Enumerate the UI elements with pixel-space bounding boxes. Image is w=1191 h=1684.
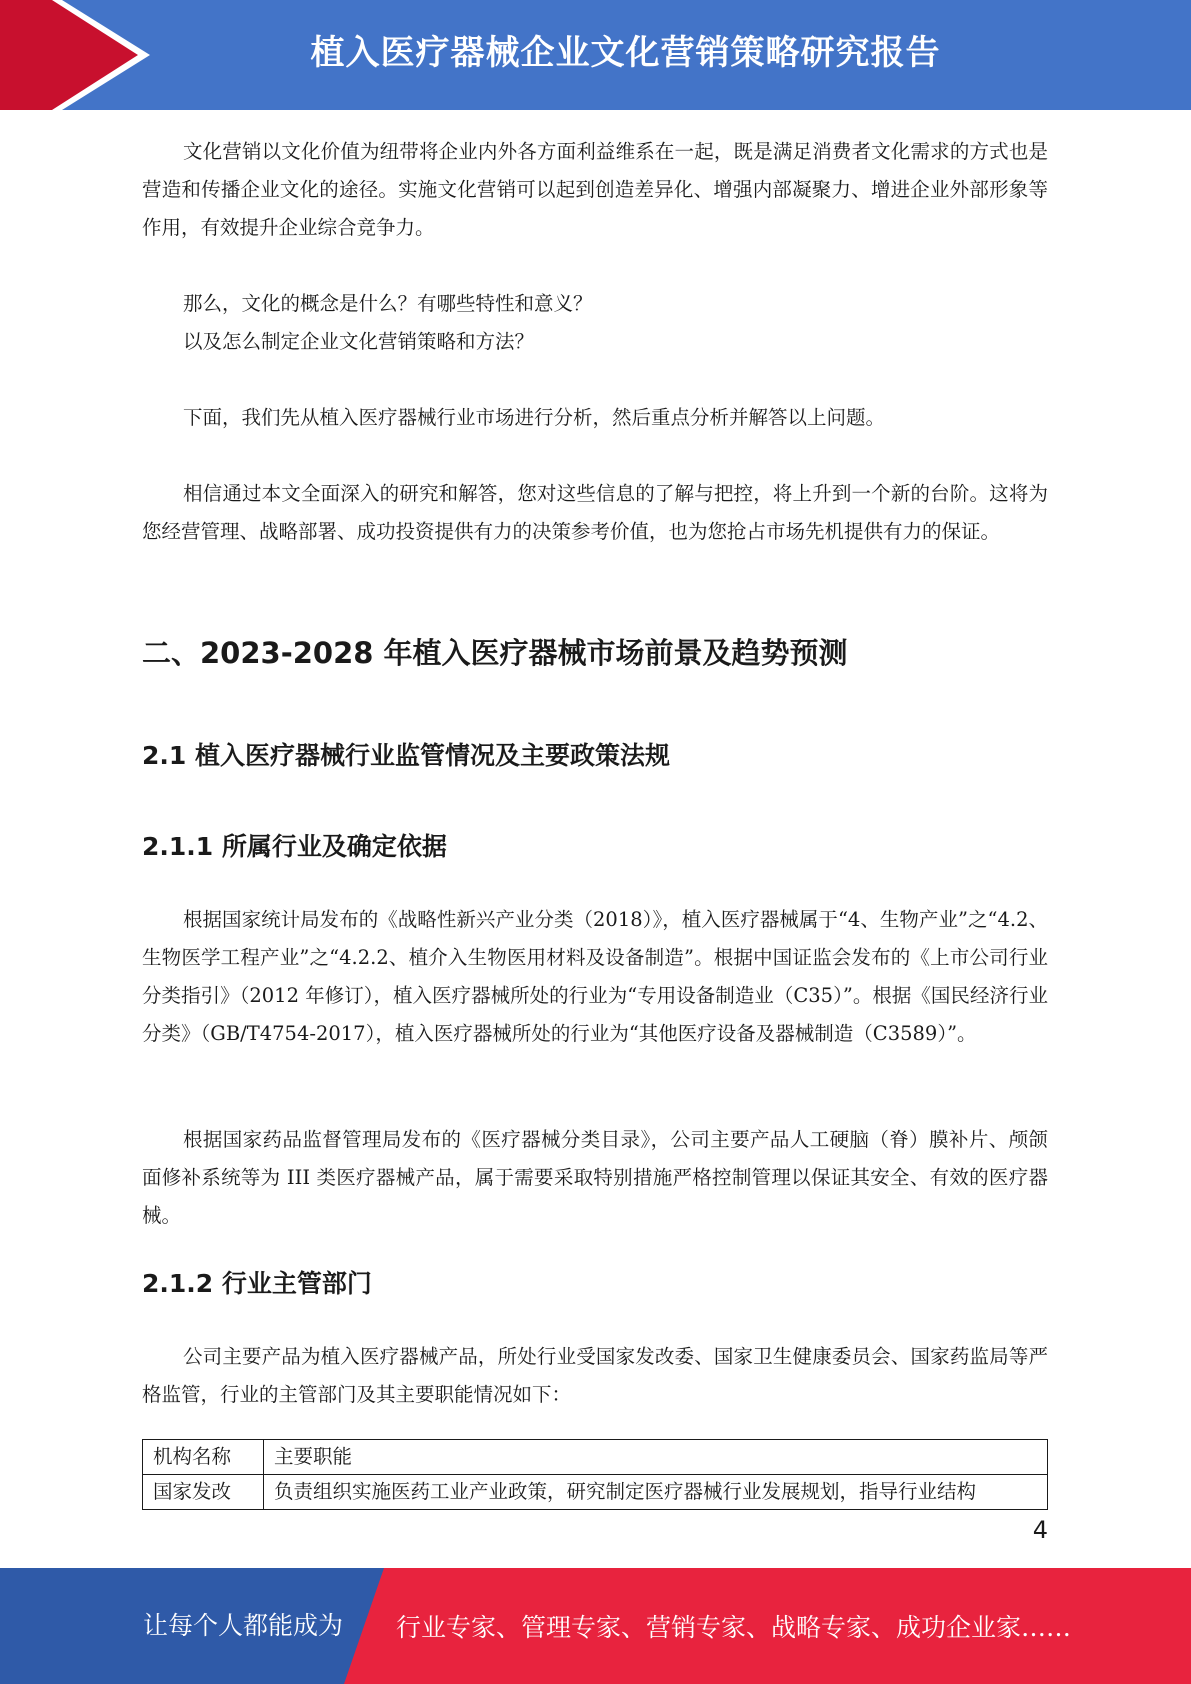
table-header-cell: 主要职能 <box>264 1440 1048 1475</box>
section-2-1-1-paragraph-1: 根据国家统计局发布的《战略性新兴产业分类（2018）》，植入医疗器械属于“4、生物产业”之“4.2、生物医学工程产业”之“4.2.2、植介入生物医用材料及设备制造”。根据中国证监会发布的《上市公司行业分类指引》（2012 年修订），植入医疗器械所处的行业为“专用设备制造业（C35）”。根据《国民经济行业分类》（GB/T4754-2017），植入医疗器械所处的行业为“其他医疗设备及器械制造（C3589）”。 <box>142 908 1048 1045</box>
authority-table <box>142 1439 1048 1510</box>
table-cell: 国家发改 <box>143 1475 264 1510</box>
intro-paragraph-2: 下面，我们先从植入医疗器械行业市场进行分析，然后重点分析并解答以上问题。 <box>183 406 886 429</box>
table-header-cell: 机构名称 <box>143 1440 264 1475</box>
section-2-1-1-heading: 2.1.1 所属行业及确定依据 <box>142 832 447 861</box>
table-row <box>143 1475 1048 1510</box>
footer-slogan-left: 让每个人都能成为 <box>143 1611 344 1640</box>
intro-question-1: 那么，文化的概念是什么？有哪些特性和意义？ <box>183 292 593 315</box>
table-cell: 负责组织实施医药工业产业政策，研究制定医疗器械行业发展规划，指导行业结构 <box>264 1475 1048 1510</box>
intro-question-2: 以及怎么制定企业文化营销策略和方法？ <box>183 330 535 353</box>
section-2-1-2-paragraph-1: 公司主要产品为植入医疗器械产品，所处行业受国家发改委、国家卫生健康委员会、国家药监局等严格监管，行业的主管部门及其主要职能情况如下： <box>142 1345 1048 1406</box>
page-header <box>0 0 1191 110</box>
section-2-1-2-heading: 2.1.2 行业主管部门 <box>142 1269 372 1298</box>
section-2-heading: 二、2023-2028 年植入医疗器械市场前景及趋势预测 <box>142 636 848 670</box>
table-header-row <box>143 1440 1048 1475</box>
intro-paragraph-3: 相信通过本文全面深入的研究和解答，您对这些信息的了解与把控，将上升到一个新的台阶。这将为您经营管理、战略部署、成功投资提供有力的决策参考价值，也为您抢占市场先机提供有力的保证。 <box>142 482 1048 543</box>
page-footer <box>0 1568 1191 1684</box>
page-number: 4 <box>1032 1516 1048 1544</box>
section-2-1-1-paragraph-2: 根据国家药品监督管理局发布的《医疗器械分类目录》，公司主要产品人工硬脑（脊）膜补片、颅颌面修补系统等为 III 类医疗器械产品，属于需要采取特别措施严格控制管理以保证其安全、有效的医疗器械。 <box>142 1128 1048 1227</box>
footer-slogan-right: 行业专家、管理专家、营销专家、战略专家、成功企业家…… <box>396 1613 1072 1642</box>
report-title: 植入医疗器械企业文化营销策略研究报告 <box>310 33 941 73</box>
section-2-1-heading: 2.1 植入医疗器械行业监管情况及主要政策法规 <box>142 741 670 770</box>
intro-paragraph-1: 文化营销以文化价值为纽带将企业内外各方面利益维系在一起，既是满足消费者文化需求的方式也是营造和传播企业文化的途径。实施文化营销可以起到创造差异化、增强内部凝聚力、增进企业外部形象等作用，有效提升企业综合竞争力。 <box>142 140 1048 239</box>
